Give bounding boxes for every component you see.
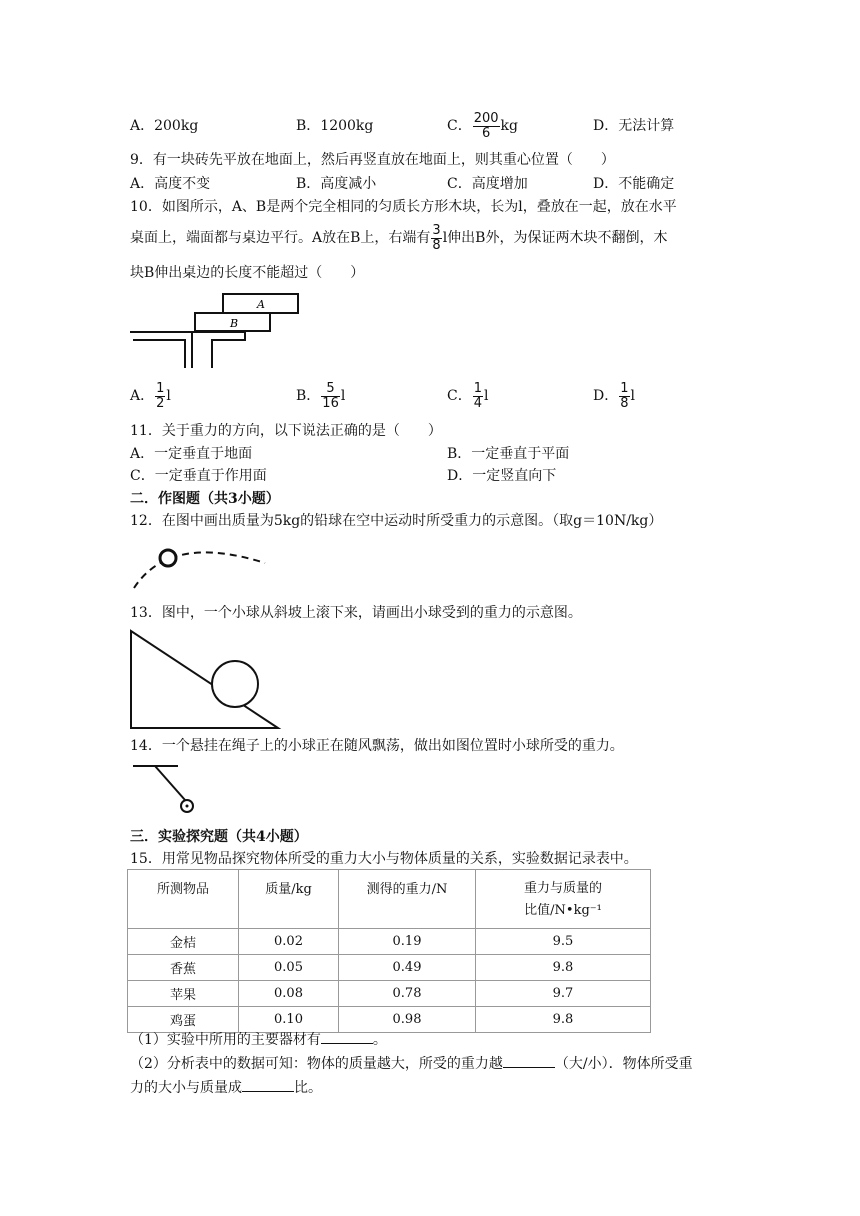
section-2-heading: 二．作图题（共3小题） [130, 491, 280, 507]
table-cell: 0.10 [239, 1007, 339, 1033]
q11-stem: 11．关于重力的方向，以下说法正确的是（ ） [130, 423, 442, 439]
ball-on-slope-figure [130, 630, 280, 730]
shot-put-trajectory-figure [130, 538, 275, 593]
experiment-data-table [127, 869, 651, 1033]
answer-blank[interactable] [503, 1067, 555, 1068]
table-header-cell: 质量/kg [239, 870, 339, 929]
table-header-row [128, 870, 651, 929]
q10-option-d: D． $\frac{1}{8}$ l [593, 380, 635, 411]
header-ratio-line2: 比值/N•kg⁻¹ [524, 903, 602, 918]
table-cell: 金桔 [128, 929, 239, 955]
table-cell: 9.8 [476, 1007, 651, 1033]
stacked-blocks-figure [130, 290, 310, 370]
q10-stem-line1: 10．如图所示，A、B是两个完全相同的匀质长方形木块，长为l，叠放在一起，放在水平 [130, 199, 677, 215]
q15-sub2-line1: （2）分析表中的数据可知：物体的质量越大，所受的重力越 （大/小）．物体所受重 [130, 1056, 693, 1072]
q10-stem-line3: 块B伸出桌边的长度不能超过（ ） [130, 265, 365, 281]
q13-stem: 13．图中，一个小球从斜坡上滚下来，请画出小球受到的重力的示意图。 [130, 605, 582, 621]
answer-blank[interactable] [321, 1043, 373, 1044]
header-ratio-line1: 重力与质量的 [523, 881, 602, 896]
table-row [128, 981, 651, 1007]
block-b-label: B [230, 317, 239, 330]
table-cell: 0.08 [239, 981, 339, 1007]
q8-option-d: D．无法计算 [593, 118, 675, 134]
q11-option-c: C．一定垂直于作用面 [130, 468, 267, 484]
table-cell: 香蕉 [128, 955, 239, 981]
table-cell: 鸡蛋 [128, 1007, 239, 1033]
q9-option-b: B．高度减小 [296, 176, 377, 192]
q11-option-b: B．一定垂直于平面 [447, 446, 570, 462]
table-row [128, 929, 651, 955]
table-cell: 0.19 [339, 929, 476, 955]
table-header-cell: 测得的重力/N [339, 870, 476, 929]
table-cell: 0.98 [339, 1007, 476, 1033]
section-3-heading: 三．实验探究题（共4小题） [130, 829, 308, 845]
table-cell: 9.5 [476, 929, 651, 955]
hanging-ball-figure [130, 762, 200, 817]
table-cell: 0.78 [339, 981, 476, 1007]
q12-stem: 12．在图中画出质量为5kg的铅球在空中运动时所受重力的示意图。（取g＝10N/kg） [130, 513, 663, 529]
q8-option-c: C． $\frac{200}{6}$ kg [447, 110, 518, 141]
q14-stem: 14．一个悬挂在绳子上的小球正在随风飘荡，做出如图位置时小球所受的重力。 [130, 738, 624, 754]
q8-option-a: A．200kg [130, 118, 199, 134]
answer-blank[interactable] [242, 1091, 294, 1092]
table-cell: 0.05 [239, 955, 339, 981]
q10-stem-line2: 桌面上，端面都与桌边平行。A放在B上，右端有 $\frac{3}{8}$ l伸出B外，为保证两木块不翻倒，木 [130, 222, 668, 253]
table-cell: 9.8 [476, 955, 651, 981]
q11-option-a: A．一定垂直于地面 [130, 446, 253, 462]
table-cell: 0.49 [339, 955, 476, 981]
q10-option-c: C． $\frac{1}{4}$ l [447, 380, 489, 411]
q15-sub1: （1）实验中所用的主要器材有 。 [130, 1032, 387, 1048]
q9-option-a: A．高度不变 [130, 176, 211, 192]
table-header-cell [476, 870, 651, 929]
table-row [128, 1007, 651, 1033]
table-cell: 9.7 [476, 981, 651, 1007]
table-header-cell: 所测物品 [128, 870, 239, 929]
q15-stem: 15．用常见物品探究物体所受的重力大小与物体质量的关系，实验数据记录表中。 [130, 851, 638, 867]
table-cell: 苹果 [128, 981, 239, 1007]
q11-option-d: D．一定竖直向下 [447, 468, 557, 484]
block-a-label: A [257, 298, 265, 311]
q10-option-a: A． $\frac{1}{2}$ l [130, 380, 171, 411]
q9-option-c: C．高度增加 [447, 176, 528, 192]
q15-sub2-line2: 力的大小与质量成 比。 [130, 1080, 322, 1096]
table-cell: 0.02 [239, 929, 339, 955]
q9-stem: 9．有一块砖先平放在地面上，然后再竖直放在地面上，则其重心位置（ ） [130, 152, 615, 168]
q10-option-b: B． $\frac{5}{16}$ l [296, 380, 346, 411]
q9-option-d: D．不能确定 [593, 176, 675, 192]
q8-option-b: B．1200kg [296, 118, 374, 134]
table-row [128, 955, 651, 981]
